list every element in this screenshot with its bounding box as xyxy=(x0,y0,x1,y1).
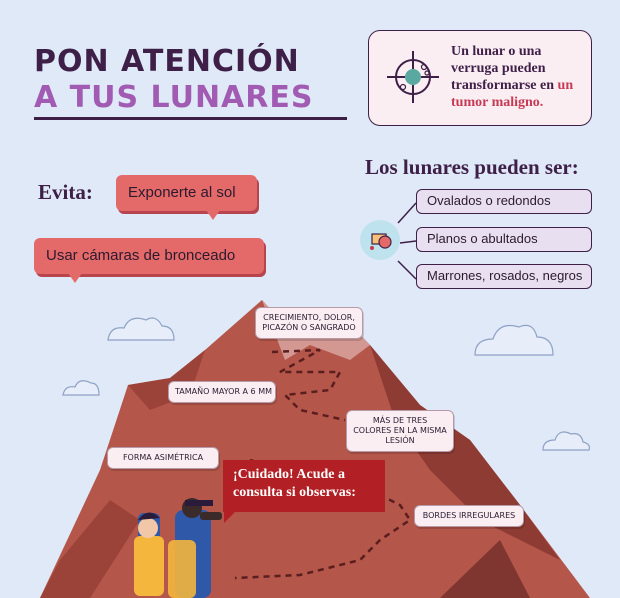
page-title-line2: A TUS LUNARES xyxy=(34,80,314,115)
page-title-line1: PON ATENCIÓN xyxy=(34,44,300,79)
mole-option: Marrones, rosados, negros xyxy=(416,264,592,289)
cloud-icon xyxy=(63,381,99,395)
avoid-item-sun: Exponerte al sol xyxy=(116,175,257,211)
warning-box: ¡Cuidado! Acude a consulta si observas: xyxy=(223,460,385,512)
sign-borders: BORDES IRREGULARES xyxy=(414,505,524,527)
magnifier-hand-icon xyxy=(358,218,402,262)
mole-option: Ovalados o redondos xyxy=(416,189,592,214)
warning-tail xyxy=(224,511,236,523)
info-text xyxy=(451,43,591,111)
target-crosshair-mole-icon xyxy=(383,47,443,107)
avoid-item-tanning: Usar cámaras de bronceado xyxy=(34,238,264,274)
cloud-icon xyxy=(543,432,589,450)
info-box xyxy=(368,30,592,126)
avoid-label: Evita: xyxy=(38,180,93,204)
sign-colors: MÁS DE TRES COLORES EN LA MISMA LESIÓN xyxy=(346,410,454,452)
info-text-highlight: un tumor maligno. xyxy=(451,78,574,110)
info-text-main: Un lunar o una verruga pueden transformarse en xyxy=(451,44,555,93)
sign-growth: CRECIMIENTO, DOLOR, PICAZÓN O SANGRADO xyxy=(255,307,363,339)
sign-size: TAMAÑO MAYOR A 6 MM xyxy=(168,381,276,403)
title-underline xyxy=(34,117,347,120)
cloud-icon xyxy=(475,325,553,355)
sign-asymmetry: FORMA ASIMÉTRICA xyxy=(107,447,219,469)
bubble-tail xyxy=(206,210,220,220)
mole-option: Planos o abultados xyxy=(416,227,592,252)
moles-title: Los lunares pueden ser: xyxy=(365,155,579,179)
hikers-illustration xyxy=(134,498,222,598)
cloud-icon xyxy=(108,318,174,340)
bubble-tail xyxy=(68,273,82,283)
